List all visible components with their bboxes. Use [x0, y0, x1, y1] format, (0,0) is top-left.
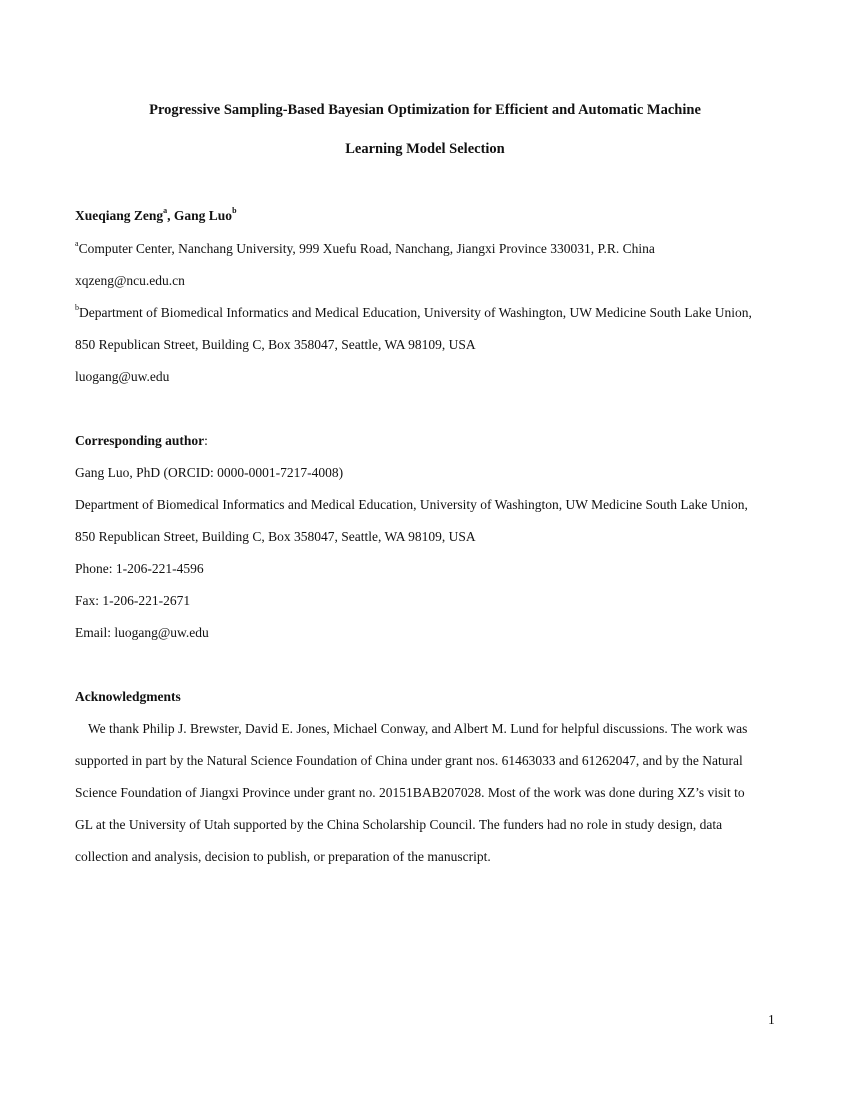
acknowledgments-line: GL at the University of Utah supported by the China Scholarship Council. The funders had no role in study design, data — [75, 817, 723, 832]
acknowledgments-heading: Acknowledgments — [75, 689, 181, 704]
affiliation-b-line-2: 850 Republican Street, Building C, Box 358047, Seattle, WA 98109, USA — [75, 337, 476, 352]
author-line — [75, 206, 237, 223]
acknowledgments-line: supported in part by the Natural Science Foundation of China under grant nos. 61463033 and 61262047, and by the Natural — [75, 753, 743, 768]
title-line-2: Learning Model Selection — [345, 141, 505, 157]
corresponding-name: Gang Luo, PhD (ORCID: 0000-0001-7217-4008) — [75, 465, 344, 480]
affiliation-b-email: luogang@uw.edu — [75, 369, 170, 384]
affiliation-a — [75, 239, 655, 256]
affiliation-a-email: xqzeng@ncu.edu.cn — [75, 273, 185, 288]
corresponding-phone: Phone: 1-206-221-4596 — [75, 561, 204, 576]
corresponding-address-line-2: 850 Republican Street, Building C, Box 358047, Seattle, WA 98109, USA — [75, 529, 476, 544]
page-number: 1 — [768, 1012, 775, 1027]
corresponding-heading-colon: : — [204, 433, 208, 448]
affiliation-a-mark: a — [75, 239, 79, 248]
corresponding-heading-text: Corresponding author — [75, 433, 205, 448]
corresponding-fax: Fax: 1-206-221-2671 — [75, 593, 191, 608]
acknowledgments-line: Science Foundation of Jiangxi Province under grant no. 20151BAB207028. Most of the work was done during XZ’s visit to — [75, 785, 745, 800]
author-2-name: Gang Luo — [173, 208, 233, 223]
author-1-name: Xueqiang Zeng — [75, 208, 164, 223]
author-separator: , — [167, 208, 174, 223]
affiliation-a-text: Computer Center, Nanchang University, 999 Xuefu Road, Nanchang, Jiangxi Province 330031, P.R. China — [78, 241, 655, 256]
acknowledgments-line: collection and analysis, decision to publish, or preparation of the manuscript. — [75, 849, 491, 864]
affiliation-b-line-1 — [75, 303, 752, 320]
affiliation-b-mark: b — [75, 303, 79, 312]
corresponding-heading — [75, 434, 208, 448]
author-1-mark: a — [163, 206, 168, 215]
affiliation-b-text: Department of Biomedical Informatics and Medical Education, University of Washington, UW Medicine South Lake Union, — [79, 305, 752, 320]
title-line-1: Progressive Sampling-Based Bayesian Optimization for Efficient and Automatic Machine — [149, 102, 701, 118]
acknowledgments-line: We thank Philip J. Brewster, David E. Jones, Michael Conway, and Albert M. Lund for helpful discussions. The work was — [88, 721, 748, 736]
corresponding-email: Email: luogang@uw.edu — [75, 625, 209, 640]
corresponding-address-line-1: Department of Biomedical Informatics and Medical Education, University of Washington, UW Medicine South Lake Union, — [75, 497, 748, 512]
author-2-mark: b — [232, 206, 237, 215]
